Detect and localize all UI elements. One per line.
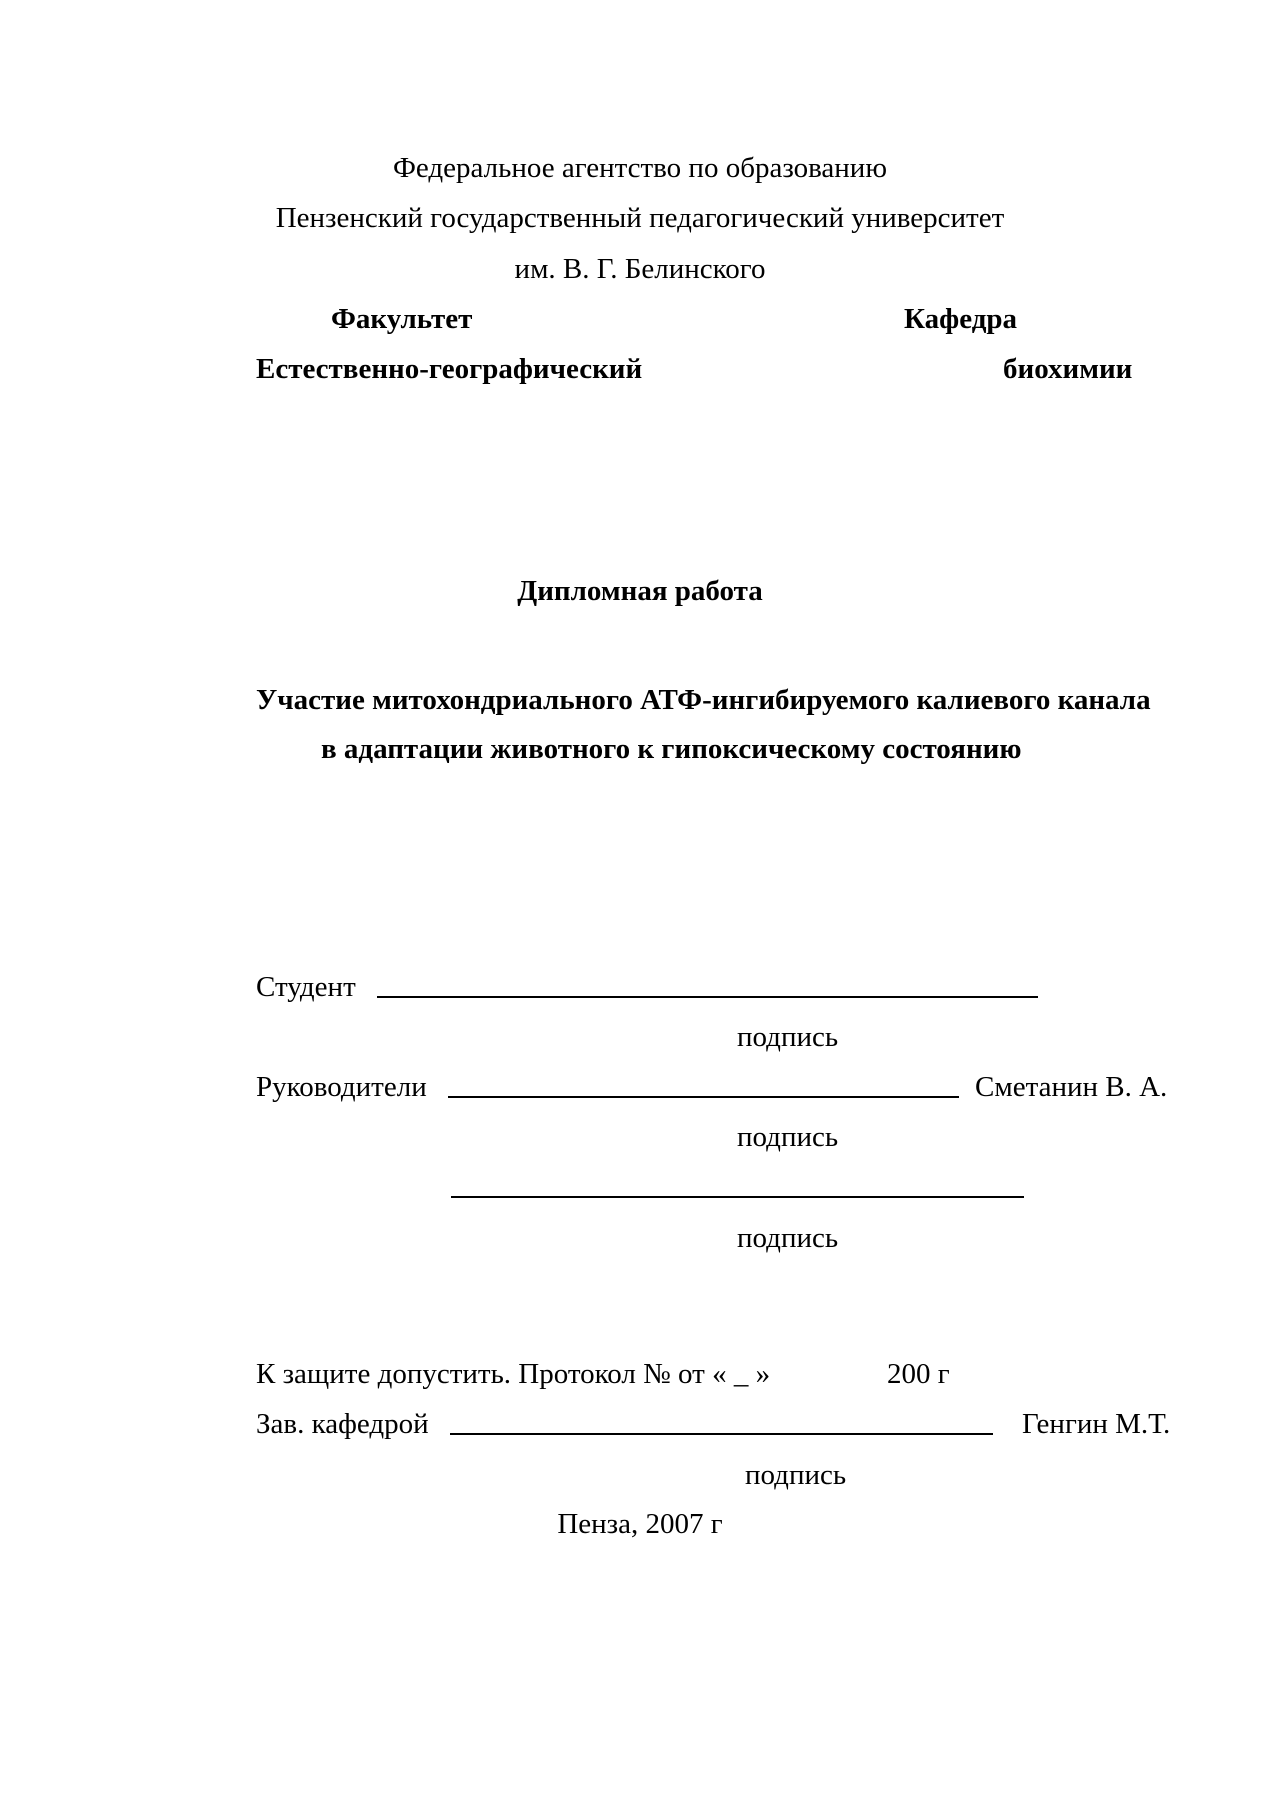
faculty-value: Естественно-географический bbox=[256, 353, 643, 385]
student-label: Студент bbox=[256, 971, 356, 1003]
supervisor-name: Сметанин В. А. bbox=[975, 1071, 1168, 1103]
head-signature-caption: подпись bbox=[745, 1459, 847, 1491]
head-of-department-name: Генгин М.Т. bbox=[1022, 1408, 1171, 1440]
thesis-title-line-2: в адаптации животного к гипоксическому состоянию bbox=[321, 733, 1022, 765]
defense-admission-text: К защите допустить. Протокол № от « _ » bbox=[256, 1358, 771, 1390]
head-of-department-label: Зав. кафедрой bbox=[256, 1408, 429, 1440]
thesis-title-line-1: Участие митохондриального АТФ-ингибируемого калиевого канала bbox=[256, 684, 1151, 716]
defense-year: 200 г bbox=[887, 1358, 950, 1390]
university-line: Пензенский государственный педагогический университет bbox=[275, 202, 1005, 234]
supervisor-signature-line bbox=[448, 1096, 959, 1098]
supervisor-signature-caption: подпись bbox=[737, 1121, 839, 1153]
supervisors-label: Руководители bbox=[256, 1071, 427, 1103]
agency-line: Федеральное агентство по образованию bbox=[392, 152, 887, 184]
place-and-year: Пенза, 2007 г bbox=[557, 1508, 723, 1540]
department-value: биохимии bbox=[1003, 353, 1133, 385]
second-supervisor-signature-line bbox=[451, 1196, 1024, 1198]
work-type-heading: Дипломная работа bbox=[517, 575, 763, 607]
second-supervisor-signature-caption: подпись bbox=[737, 1222, 839, 1254]
faculty-label: Факультет bbox=[331, 303, 473, 335]
named-after-line: им. В. Г. Белинского bbox=[514, 253, 766, 285]
head-signature-line bbox=[450, 1433, 993, 1435]
student-signature-line bbox=[377, 996, 1038, 998]
department-label: Кафедра bbox=[904, 303, 1017, 335]
student-signature-caption: подпись bbox=[737, 1021, 839, 1053]
